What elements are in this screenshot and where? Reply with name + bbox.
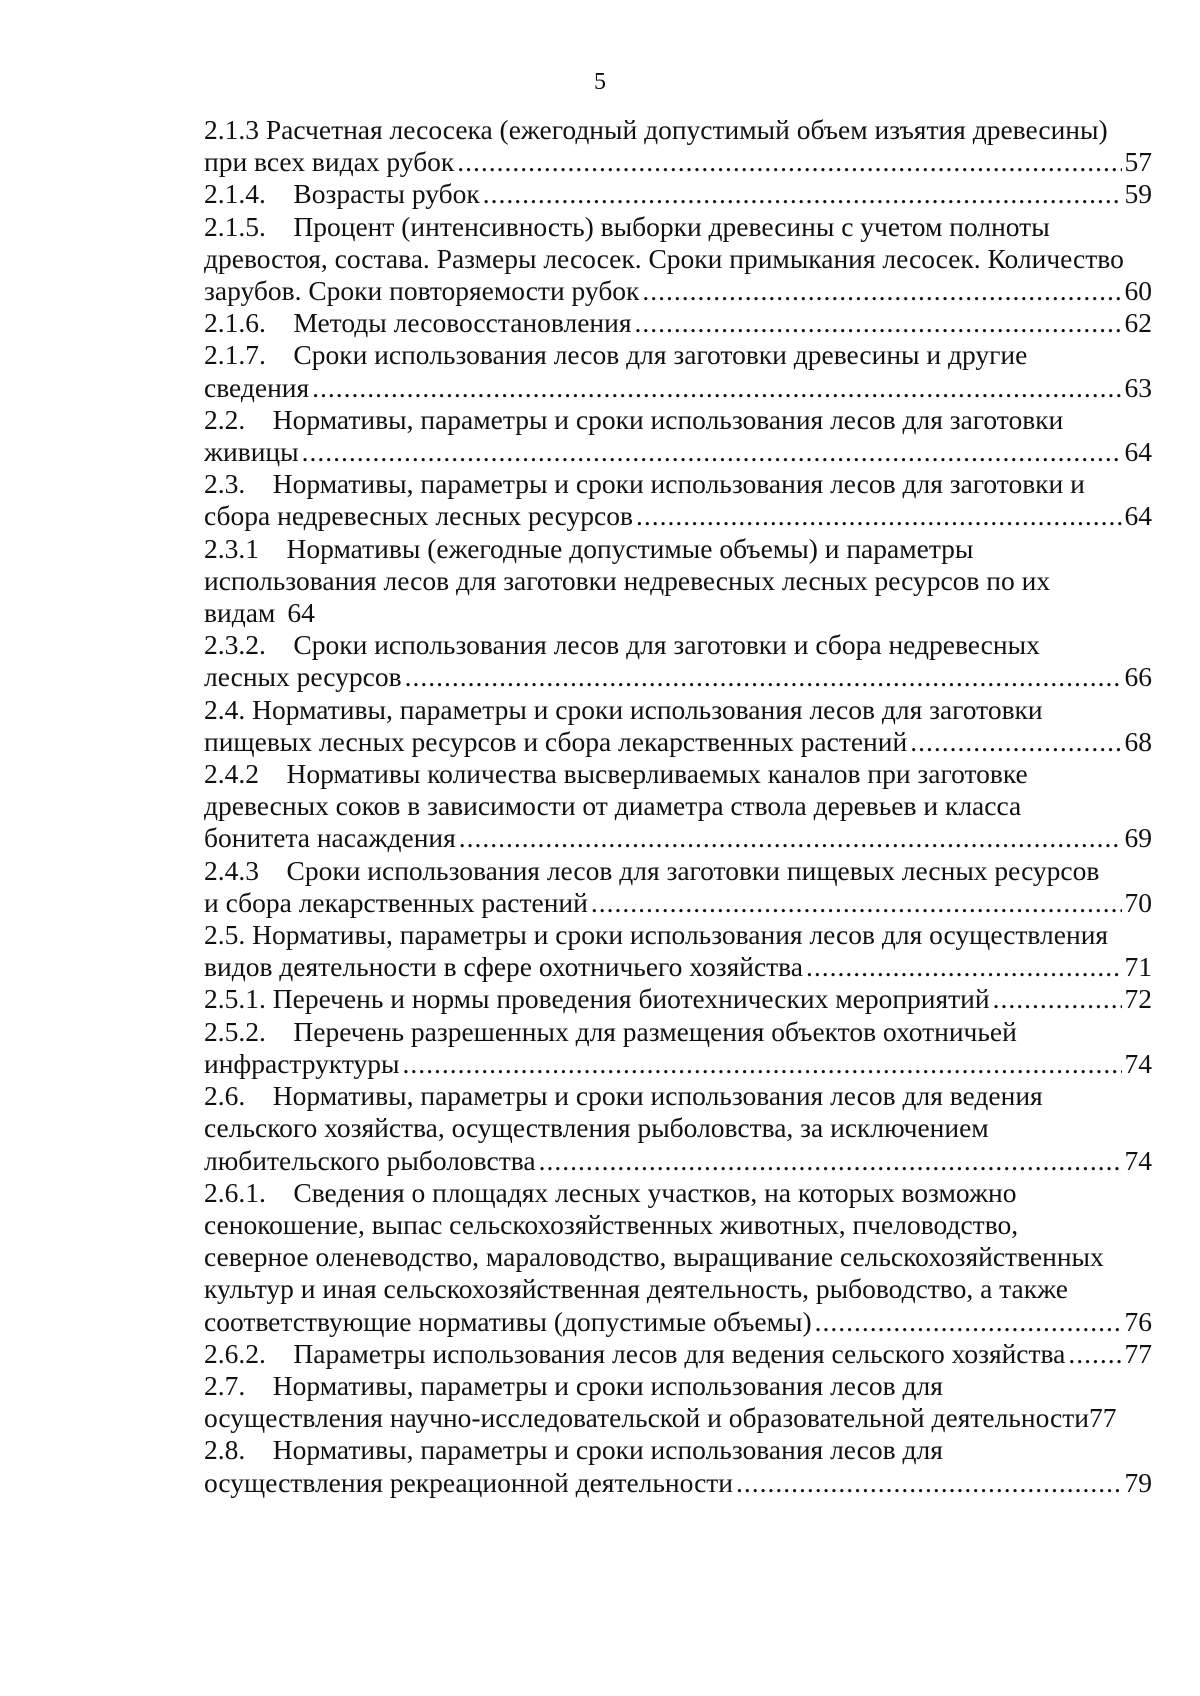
toc-entry-line: сведения — [204, 371, 310, 403]
toc-entry-line: древесных соков в зависимости от диаметра ствола деревьев и класса — [204, 790, 1022, 822]
dot-leader — [405, 661, 1122, 693]
toc-entry-line: 2.1.3 Расчетная лесосека (ежегодный допустимый объем изъятия древесины) — [204, 114, 1108, 145]
toc-entry-line: 2.1.4. Возрасты рубок — [204, 178, 480, 210]
dot-leader — [312, 372, 1121, 404]
dot-leader — [459, 822, 1122, 854]
toc-entry-line: любительского рыболовства — [204, 1144, 536, 1176]
toc-entry — [204, 694, 1152, 758]
toc-page-number: 69 — [1124, 822, 1152, 854]
toc-entry-line: осуществления научно-исследовательской и образовательной деятельности — [204, 1402, 1089, 1434]
toc-entry — [204, 1434, 1152, 1498]
toc-entry-last-line — [204, 1048, 1152, 1080]
toc-entry-last-line — [204, 726, 1152, 758]
dot-leader — [483, 178, 1122, 210]
toc-entry — [204, 178, 1152, 210]
toc-entry-line: инфраструктуры — [204, 1047, 400, 1079]
toc-page-number: 57 — [1124, 146, 1152, 178]
toc-entry-line: 2.6. Нормативы, параметры и сроки использования лесов для ведения — [204, 1080, 1043, 1112]
toc-entry-line: сбора недревесных лесных ресурсов — [204, 500, 633, 532]
dot-leader — [403, 1048, 1122, 1080]
toc-page-number: 72 — [1124, 983, 1152, 1015]
toc-entry — [204, 211, 1152, 308]
toc-entry-line: пищевых лесных ресурсов и сбора лекарственных растений — [204, 725, 908, 757]
toc-entry — [204, 758, 1152, 855]
toc-entry-last-line — [204, 1338, 1152, 1370]
toc-page-number: 79 — [1124, 1466, 1152, 1498]
toc-entry-last-line — [204, 951, 1152, 983]
toc-entry-line: северное оленеводство, мараловодство, выращивание сельскохозяйственных — [204, 1241, 1104, 1273]
toc-page-number: 60 — [1124, 275, 1152, 307]
toc-entry-line: зарубов. Сроки повторяемости рубок — [204, 275, 640, 307]
toc-entry — [204, 307, 1152, 339]
toc-entry-last-line — [204, 887, 1152, 919]
toc-entry-line: и сбора лекарственных растений — [204, 886, 588, 918]
dot-leader — [457, 146, 1121, 178]
toc-entry-line: 2.5.1. Перечень и нормы проведения биотехнических мероприятий — [204, 983, 990, 1015]
page-number: 5 — [594, 69, 606, 95]
toc-page-number: 64 — [1124, 500, 1152, 532]
toc-entry-line: осуществления рекреационной деятельности — [204, 1466, 734, 1498]
toc-entry — [204, 1080, 1152, 1177]
dot-leader — [642, 275, 1121, 307]
toc-entry-line: видов деятельности в сфере охотничьего хозяйства — [204, 951, 803, 983]
toc-page-number: 63 — [1124, 371, 1152, 403]
toc-page-number: 64 — [287, 597, 315, 629]
toc-entry-line: 2.8. Нормативы, параметры и сроки использования лесов для — [204, 1434, 943, 1466]
toc-entry-line: 2.3.2. Сроки использования лесов для заготовки и сбора недревесных — [204, 629, 1040, 661]
toc-entry-line: 2.1.6. Методы лесовосстановления — [204, 307, 632, 339]
toc-entry-line: 2.3.1 Нормативы (ежегодные допустимые объемы) и параметры — [204, 532, 974, 564]
toc-entry-line: бонитета насаждения — [204, 822, 456, 854]
toc-entry-line: 2.5. Нормативы, параметры и сроки использования лесов для осуществления — [204, 919, 1109, 951]
toc-entry-last-line — [204, 307, 1152, 339]
toc-entry-last-line — [204, 146, 1152, 178]
toc-entry-last-line — [204, 1467, 1152, 1499]
toc-entry — [204, 114, 1152, 178]
toc-entry — [204, 468, 1152, 532]
dot-leader — [635, 307, 1122, 339]
toc-page-number: 77 — [1088, 1402, 1117, 1434]
toc-entry-line: при всех видах рубок — [204, 146, 455, 178]
dot-leader — [1068, 1338, 1121, 1370]
toc-page-number: 70 — [1124, 886, 1152, 918]
toc-entry — [204, 404, 1152, 468]
toc-entry-last-line — [204, 372, 1152, 404]
toc-entry — [204, 629, 1152, 693]
toc-entry — [204, 1016, 1152, 1080]
toc-page-number: 59 — [1124, 178, 1152, 210]
toc-entry-line: культур и иная сельскохозяйственная деятельность, рыбоводство, а также — [204, 1273, 1068, 1305]
dot-leader — [815, 1306, 1122, 1338]
toc-entry-last-line — [204, 1145, 1152, 1177]
dot-leader — [806, 951, 1122, 983]
toc-entry-last-line — [204, 983, 1152, 1015]
dot-leader — [993, 983, 1122, 1015]
table-of-contents — [204, 114, 1152, 1499]
toc-entry — [204, 1177, 1152, 1338]
toc-entry-last-line — [204, 500, 1152, 532]
toc-entry-last-line — [204, 1306, 1152, 1338]
toc-entry-line: 2.1.7. Сроки использования лесов для заготовки древесины и другие — [204, 339, 1028, 371]
toc-page-number: 62 — [1124, 307, 1152, 339]
toc-entry — [204, 983, 1152, 1015]
dot-leader — [302, 436, 1122, 468]
toc-page-number: 76 — [1124, 1305, 1152, 1337]
toc-entry-line: 2.2. Нормативы, параметры и сроки использования лесов для заготовки — [204, 403, 1064, 435]
toc-entry — [204, 339, 1152, 403]
toc-entry — [204, 533, 1152, 630]
toc-entry-line: живицы — [204, 436, 299, 468]
dot-leader — [910, 726, 1121, 758]
toc-entry-last-line — [204, 1402, 1152, 1434]
toc-page-number: 77 — [1124, 1337, 1152, 1369]
toc-entry-line: 2.7. Нормативы, параметры и сроки использования лесов для — [204, 1369, 943, 1401]
toc-entry-last-line — [204, 178, 1152, 210]
toc-entry-line: древостоя, состава. Размеры лесосек. Сроки примыкания лесосек. Количество — [204, 242, 1124, 274]
toc-entry-line: 2.3. Нормативы, параметры и сроки использования лесов для заготовки и — [204, 468, 1085, 500]
toc-entry — [204, 919, 1152, 983]
toc-entry — [204, 1338, 1152, 1370]
toc-entry-line: 2.4. Нормативы, параметры и сроки использования лесов для заготовки — [204, 693, 1043, 725]
toc-entry-line: видам — [204, 597, 276, 629]
toc-entry-line: 2.4.3 Сроки использования лесов для заготовки пищевых лесных ресурсов — [204, 854, 1100, 886]
toc-entry — [204, 855, 1152, 919]
toc-page-number: 74 — [1124, 1144, 1152, 1176]
toc-page-number: 64 — [1124, 436, 1152, 468]
toc-page-number: 66 — [1124, 661, 1152, 693]
dot-leader — [539, 1145, 1122, 1177]
toc-entry-last-line — [204, 822, 1152, 854]
toc-entry-line: сенокошение, выпас сельскохозяйственных животных, пчеловодство, — [204, 1208, 1019, 1240]
toc-entry-last-line — [204, 597, 1152, 629]
toc-entry-line: лесных ресурсов — [204, 661, 402, 693]
dot-leader — [636, 500, 1122, 532]
toc-entry-line: 2.5.2. Перечень разрешенных для размещения объектов охотничьей — [204, 1015, 1017, 1047]
toc-entry-last-line — [204, 661, 1152, 693]
toc-page-number: 71 — [1124, 951, 1152, 983]
toc-entry — [204, 1370, 1152, 1434]
toc-page-number: 68 — [1124, 725, 1152, 757]
toc-entry-line: 2.6.1. Сведения о площадях лесных участков, на которых возможно — [204, 1176, 1017, 1208]
toc-page-number: 74 — [1124, 1047, 1152, 1079]
toc-entry-line: соответствующие нормативы (допустимые объемы) — [204, 1305, 812, 1337]
dot-leader — [736, 1467, 1121, 1499]
toc-entry-last-line — [204, 436, 1152, 468]
toc-entry-line: 2.1.5. Процент (интенсивность) выборки древесины с учетом полноты — [204, 210, 1050, 242]
toc-entry-line: 2.4.2 Нормативы количества высверливаемых каналов при заготовке — [204, 758, 1028, 790]
toc-entry-last-line — [204, 275, 1152, 307]
toc-entry-line: использования лесов для заготовки недревесных лесных ресурсов по их — [204, 564, 1051, 596]
toc-entry-line: 2.6.2. Параметры использования лесов для ведения сельского хозяйства — [204, 1337, 1066, 1369]
dot-leader — [591, 887, 1122, 919]
toc-entry-line: сельского хозяйства, осуществления рыболовства, за исключением — [204, 1112, 989, 1144]
